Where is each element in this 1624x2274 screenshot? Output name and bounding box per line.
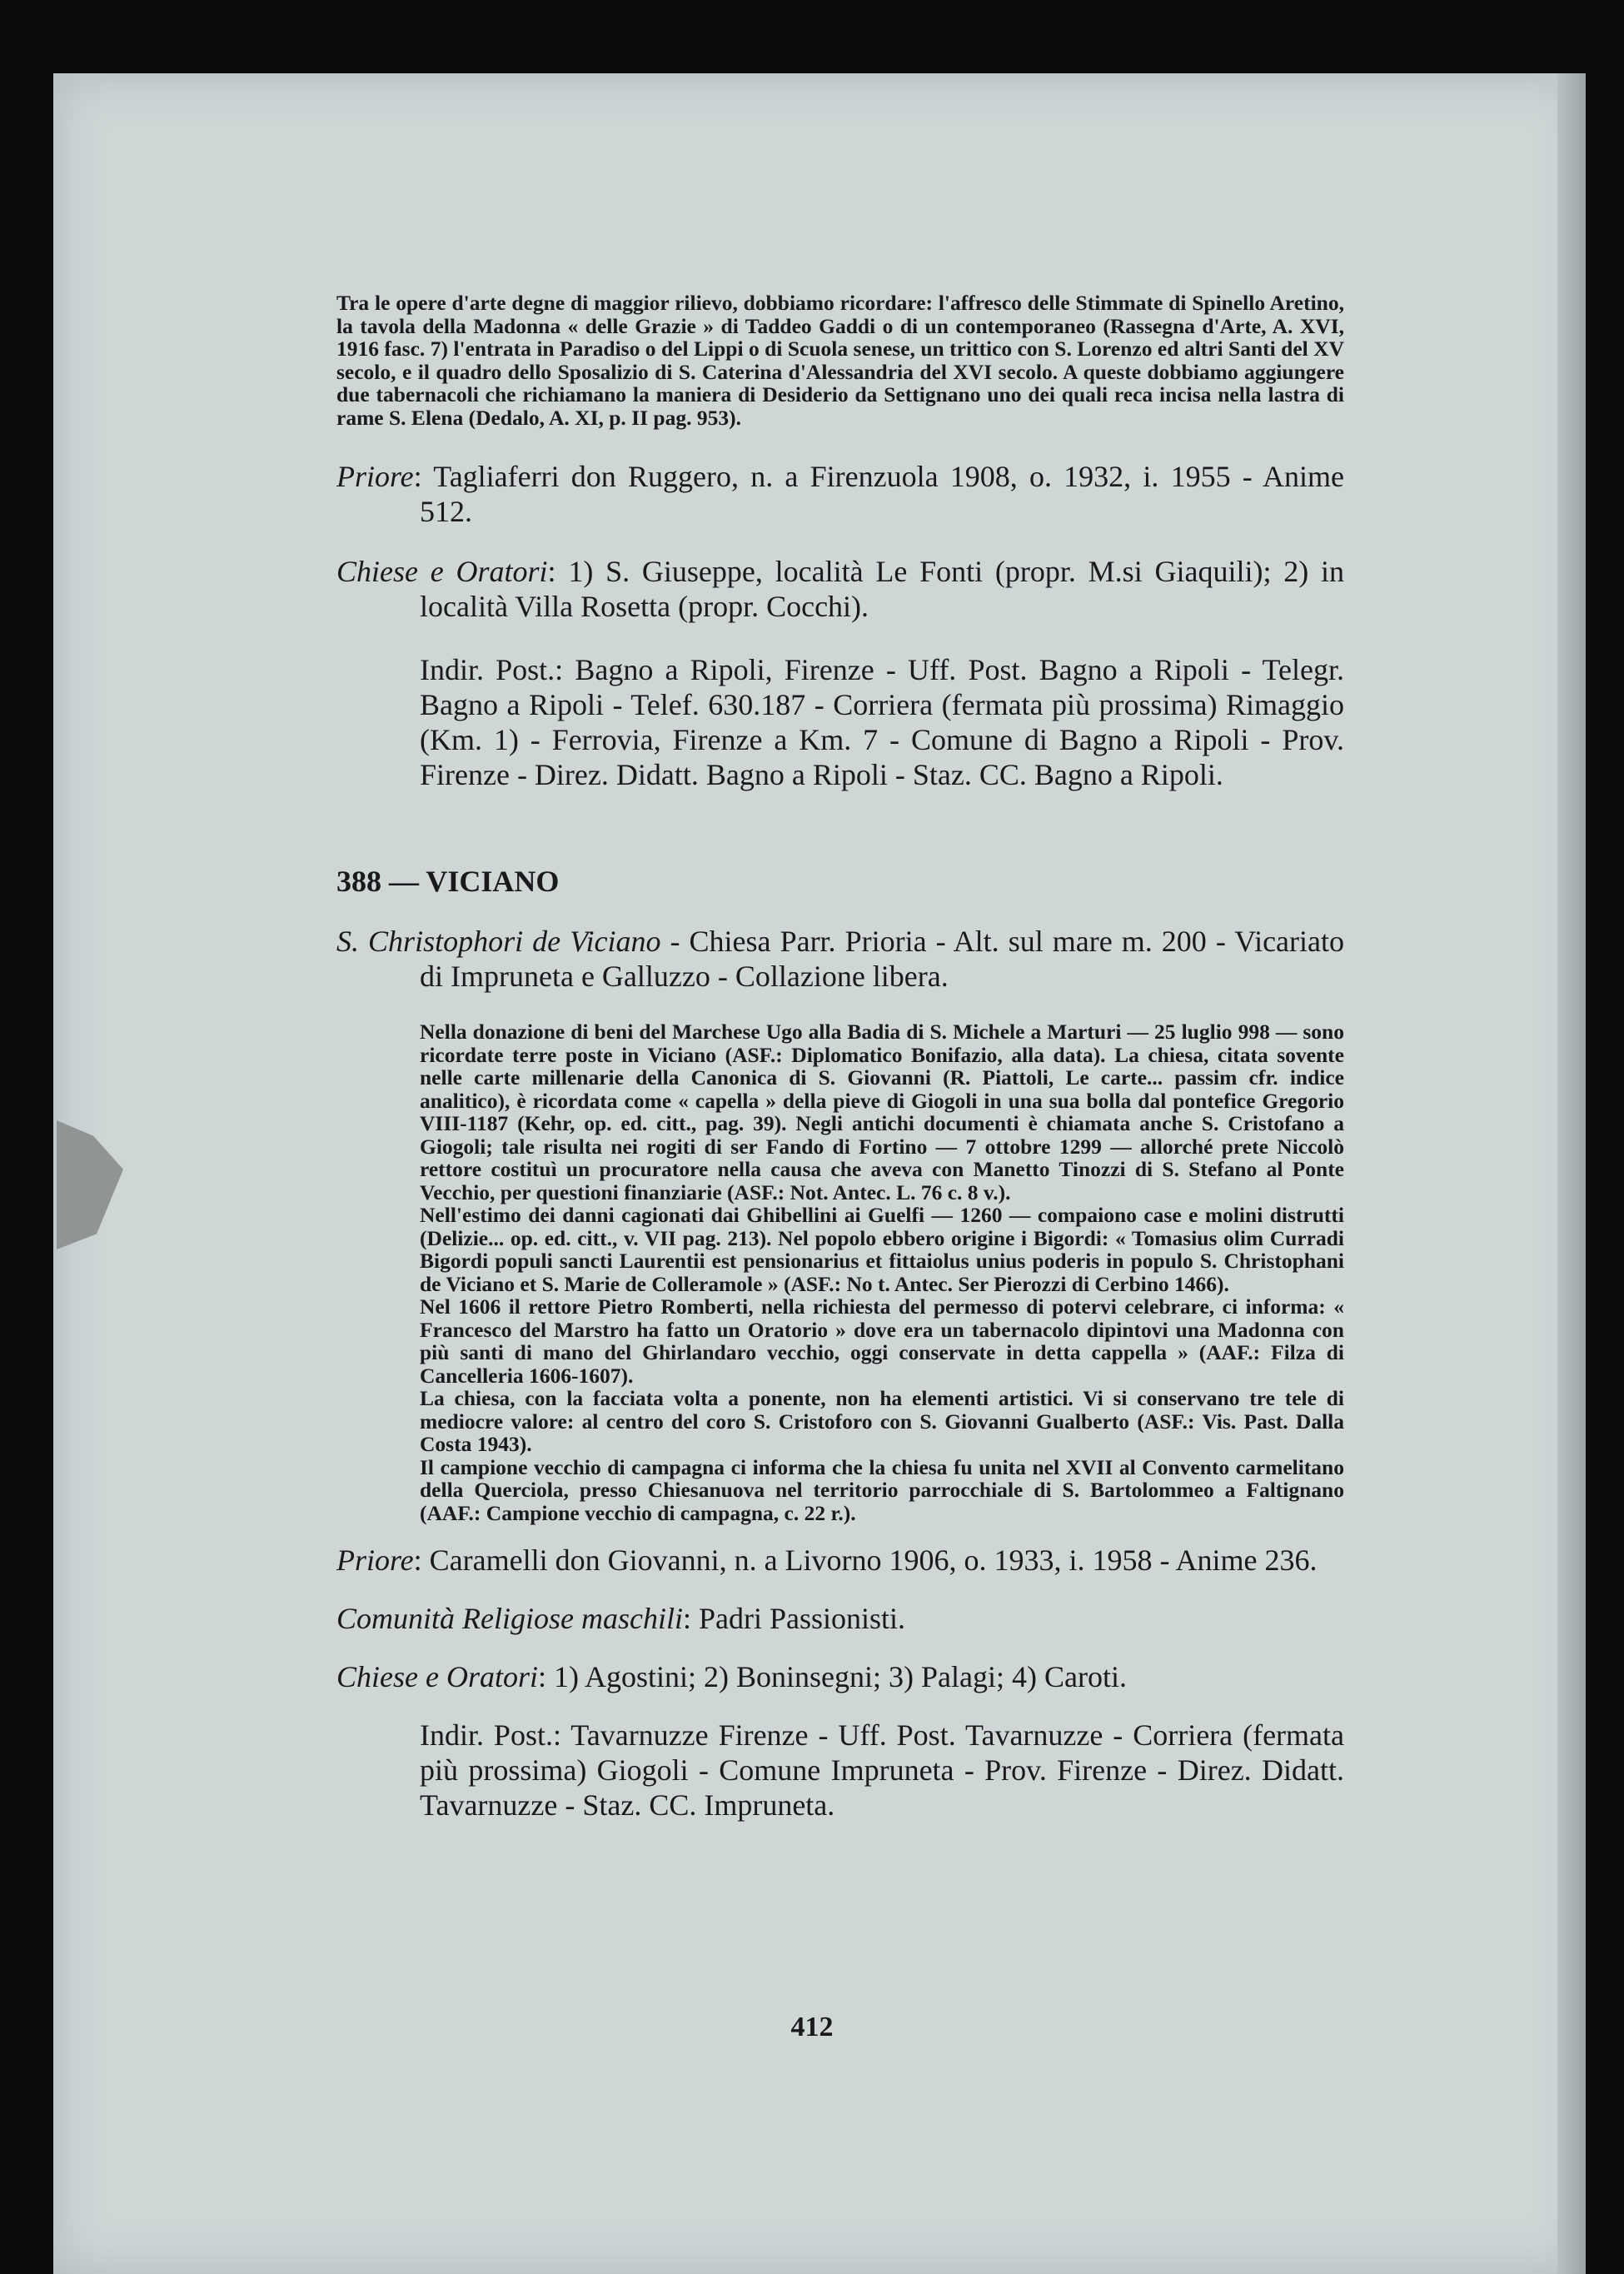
history-note: Nel 1606 il rettore Pietro Romberti, nella richiesta del permesso di potervi celebrare, ci informa: « Francesco del Marstro ha fatto un Oratorio » dove era un tabernacolo dipintovi una Madonna con più santi di mano del Ghirlandaro vecchio, oggi conservate in detta cappella » (AAF.: Filza di Cancelleria 1606-1607). (420, 1294, 1344, 1388)
priore-text: : Caramelli don Giovanni, n. a Livorno 1906, o. 1933, i. 1958 - Anime 236. (413, 1543, 1318, 1577)
indirizzi-387-block (336, 652, 1344, 792)
page-edge-shadow (1557, 73, 1586, 2274)
priore-387 (336, 459, 1344, 529)
section-heading-388: 388 — VICIANO (336, 865, 560, 898)
chiese-text: : 1) Agostini; 2) Boninsegni; 3) Palagi; 4) Caroti. (537, 1660, 1127, 1693)
chiese-387 (336, 554, 1344, 624)
indirizzi-388: Indir. Post.: Tavarnuzze Firenze - Uff. Post. Tavarnuzze - Corriera (fermata più prossima) Giogoli - Comune Impruneta - Prov. Firenze - Direz. Didatt. Tavarnuzze - Staz. CC. Impruneta. (420, 1718, 1344, 1822)
priore-text: : Tagliaferri don Ruggero, n. a Firenzuola 1908, o. 1932, i. 1955 - Anime 512. (413, 460, 1344, 528)
comunita-label: Comunità Religiose maschili (336, 1602, 683, 1635)
priore-label: Priore (336, 1543, 414, 1577)
church-description: - Chiesa Parr. Prioria - Alt. sul mare m. 200 - Vicariato di Impruneta e Galluzzo - Collazione libera. (420, 925, 1345, 993)
history-note: Nella donazione di beni del Marchese Ugo alla Badia di S. Michele a Marturi — 25 luglio 998 — sono ricordate terre poste in Viciano (ASF.: Diplomatico Bonifazio, alla data). La chiesa, citata sovente nelle carte millenarie della Canonica di S. Giovanni (R. Piattoli, Le carte... passim cfr. indice analitico), è ricordata come « capella » della pieve di Giogoli in una sua bolla dal pontefice Gregorio VIII-1187 (Kehr, op. ed. citt., pag. 39). Negli antichi documenti è chiamata anche S. Cristofano a Giogoli; tale risulta nei rogiti di ser Fando di Fortino — 7 ottobre 1299 — allorché prete Niccolò rettore costituì un procuratore nella causa che aveva con Manetto Tinozzi di S. Stefano al Ponte Vecchio, per questioni finanziarie (ASF.: Not. Antec. L. 76 c. 8 v.). (420, 1020, 1344, 1204)
art-works-note (336, 292, 1344, 429)
priore-label: Priore (336, 460, 414, 493)
indirizzi-387: Indir. Post.: Bagno a Ripoli, Firenze - Uff. Post. Bagno a Ripoli - Telegr. Bagno a Ripoli - Telef. 630.187 - Corriera (fermata più prossima) Rimaggio (Km. 1) - Ferrovia, Firenze a Km. 7 - Comune di Bagno a Ripoli - Prov. Firenze - Direz. Didatt. Bagno a Ripoli - Staz. CC. Bagno a Ripoli. (420, 653, 1344, 791)
chiese-label: Chiese e Oratori (336, 555, 548, 588)
comunita-388 (336, 1601, 1344, 1636)
church-title-388 (336, 924, 1344, 994)
chiese-text: : 1) S. Giuseppe, località Le Fonti (propr. M.si Giaquili); 2) in località Villa Rosetta (propr. Cocchi). (420, 555, 1344, 623)
church-name: S. Christophori de Viciano (336, 925, 661, 958)
chiese-388 (336, 1659, 1344, 1694)
history-notes-388 (336, 1020, 1344, 1524)
history-notes-text (420, 1020, 1344, 1524)
art-works-paragraph: Tra le opere d'arte degne di maggior rilievo, dobbiamo ricordare: l'affresco delle Stimmate di Spinello Aretino, la tavola della Madonna « delle Grazie » di Taddeo Gaddi o di un contemporaneo (Rassegna d'Arte, A. XVI, 1916 fasc. 7) l'entrata in Paradiso o del Lippi o di Scuola senese, un trittico con S. Lorenzo ed altri Santi del XV secolo, e il quadro dello Sposalizio di S. Caterina d'Alessandria del XVI secolo. A queste dobbiamo aggiungere due tabernacoli che richiamano la maniera di Desiderio da Settignano uno dei quali reca incisa nella lastra di rame S. Elena (Dedalo, A. XI, p. II pag. 953). (336, 291, 1344, 430)
chiese-label: Chiese e Oratori (336, 1660, 538, 1693)
page-number: 412 (790, 2012, 834, 2042)
page-content (336, 292, 1344, 1823)
history-note: Il campione vecchio di campagna ci informa che la chiesa fu unita nel XVII al Convento carmelitano della Querciola, presso Chiesanuova nel territorio parrocchiale di S. Bartolommeo a Faltignano (AAF.: Campione vecchio di campagna, c. 22 r.). (420, 1454, 1344, 1525)
history-note: Nell'estimo dei danni cagionati dai Ghibellini ai Guelfi — 1260 — compaiono case e molini distrutti (Delizie... op. ed. citt., v. VII pag. 213). Nel popolo ebbero origine i Bigordi: « Tomasius olim Curradi Bigordi populi sancti Laurentii est pensionarius et fittaiolus unius poderis in populo S. Christophani de Viciano et S. Marie de Colleramole » (ASF.: No t. Antec. Ser Pierozzi di Cerbino 1466). (420, 1203, 1344, 1296)
indirizzi-388-block (336, 1718, 1344, 1823)
history-note: La chiesa, con la facciata volta a ponente, non ha elementi artistici. Vi si conservano tre tele di mediocre valore: al centro del coro S. Cristoforo con S. Giovanni Gualberto (ASF.: Vis. Past. Dalla Costa 1943). (420, 1386, 1344, 1456)
priore-388 (336, 1543, 1344, 1578)
comunita-text: : Padri Passionisti. (682, 1602, 905, 1635)
